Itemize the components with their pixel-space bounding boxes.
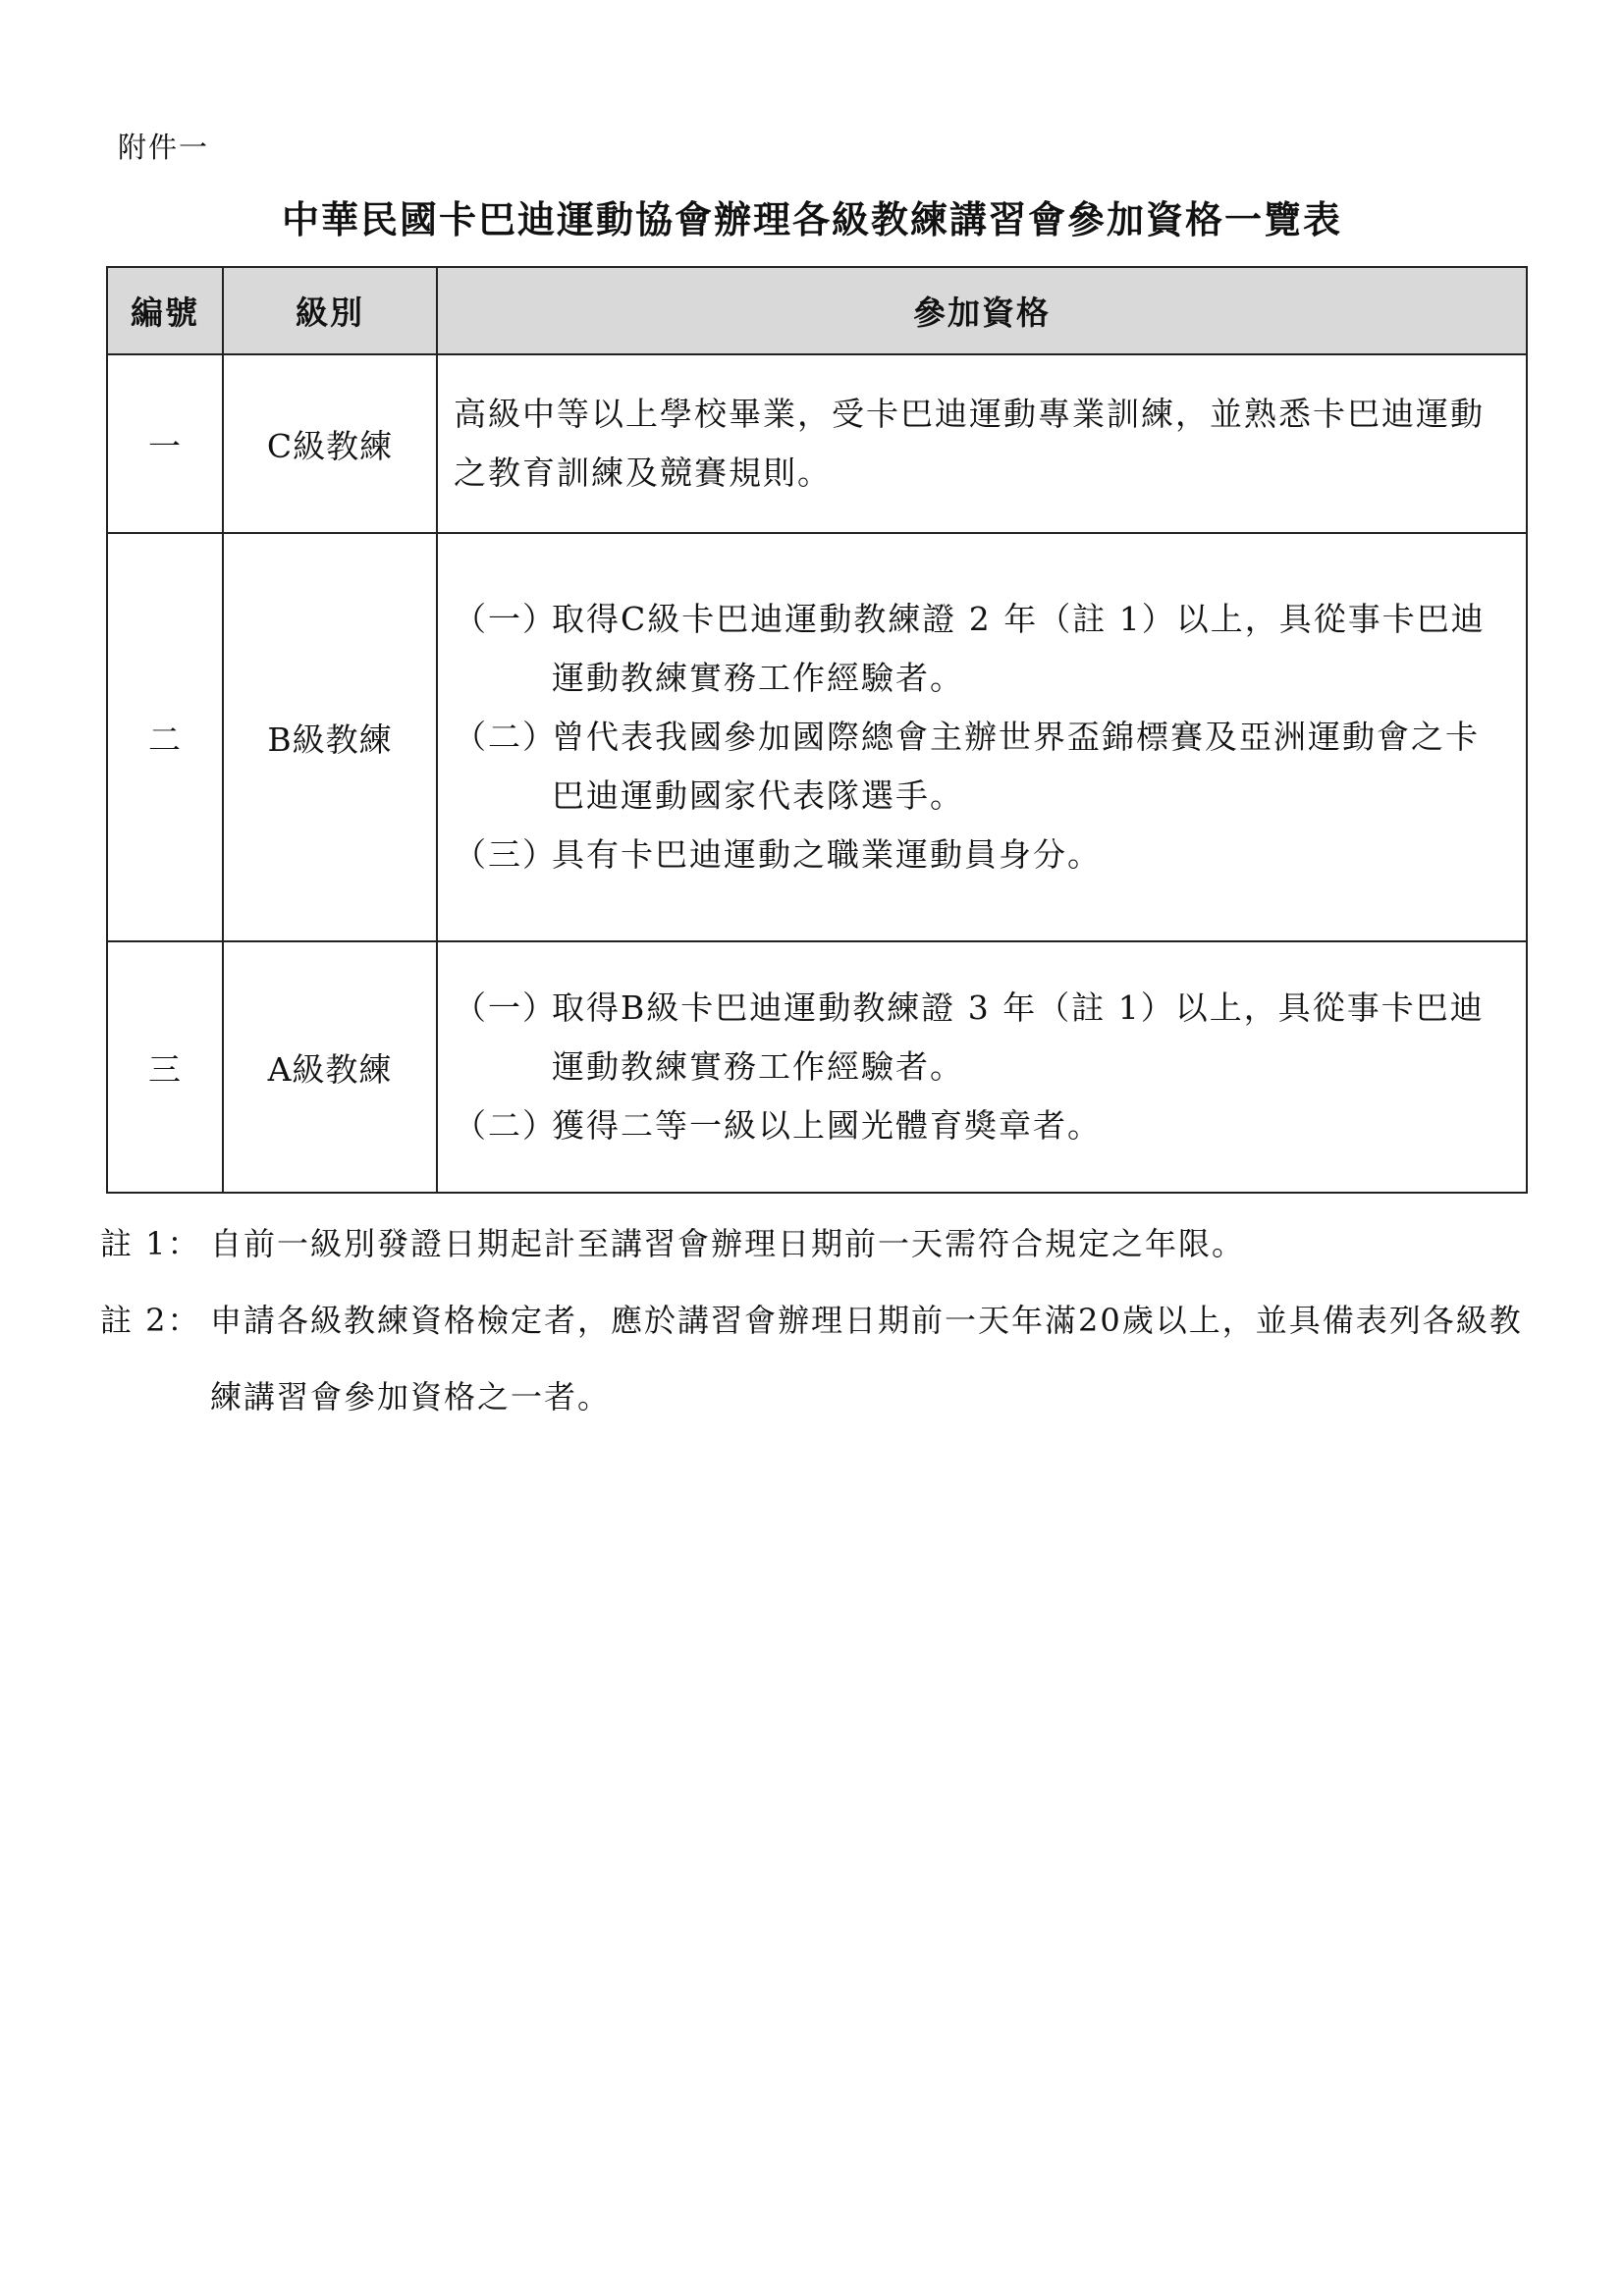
row-qualification [437,533,1527,941]
item-marker: （一） [454,600,557,638]
table-row [107,354,1527,533]
footnotes [100,1205,1534,1435]
qualification-table [106,266,1528,1194]
row-qualification [437,941,1527,1193]
item-text: 曾代表我國參加國際總會主辦世界盃錦標賽及亞洲運動會之卡巴迪運動國家代表隊選手。 [552,718,1480,815]
qualification-item [454,708,1512,826]
row-number: 三 [107,941,223,1193]
item-text: 獲得二等一級以上國光體育獎章者。 [552,1106,1102,1145]
qualification-text: 高級中等以上學校畢業，受卡巴迪運動專業訓練，並熟悉卡巴迪運動之教育訓練及競賽規則。 [454,395,1485,492]
footnote [100,1205,1534,1282]
item-marker: （三） [454,835,557,874]
document-title: 中華民國卡巴迪運動協會辦理各級教練講習會參加資格一覽表 [281,197,1342,241]
attachment-label: 附件一 [118,131,210,164]
table-row [107,533,1527,941]
footnote-text: 自前一級別發證日期起計至講習會辦理日期前一天需符合規定之年限。 [210,1225,1246,1262]
footnote-text: 申請各級教練資格檢定者，應於講習會辦理日期前一天年滿20歲以上，並具備表列各級教練講習會參加資格之一者。 [210,1302,1523,1415]
qualification-item [454,979,1512,1096]
footnote [100,1282,1534,1435]
footnote-label: 註 1： [100,1225,201,1262]
item-text: 取得B級卡巴迪運動教練證 3 年（註 1）以上，具從事卡巴迪運動教練實務工作經驗者。 [552,988,1485,1086]
item-marker: （二） [454,718,557,756]
qualification-item [454,826,1512,884]
footnote-label: 註 2： [100,1302,201,1339]
header-level: 級別 [223,267,437,354]
row-level: B級教練 [223,533,437,941]
header-qualification: 參加資格 [437,267,1527,354]
row-level: C級教練 [223,354,437,533]
item-text: 取得C級卡巴迪運動教練證 2 年（註 1）以上，具從事卡巴迪運動教練實務工作經驗者。 [552,600,1486,697]
item-text: 具有卡巴迪運動之職業運動員身分。 [552,835,1102,874]
table-header-row [107,267,1527,354]
row-number: 一 [107,354,223,533]
row-level: A級教練 [223,941,437,1193]
item-marker: （一） [454,988,557,1027]
table-row [107,941,1527,1193]
header-number: 編號 [107,267,223,354]
row-qualification [437,354,1527,533]
item-marker: （二） [454,1106,557,1145]
qualification-item [454,590,1512,708]
qualification-item [454,1096,1512,1155]
row-number: 二 [107,533,223,941]
